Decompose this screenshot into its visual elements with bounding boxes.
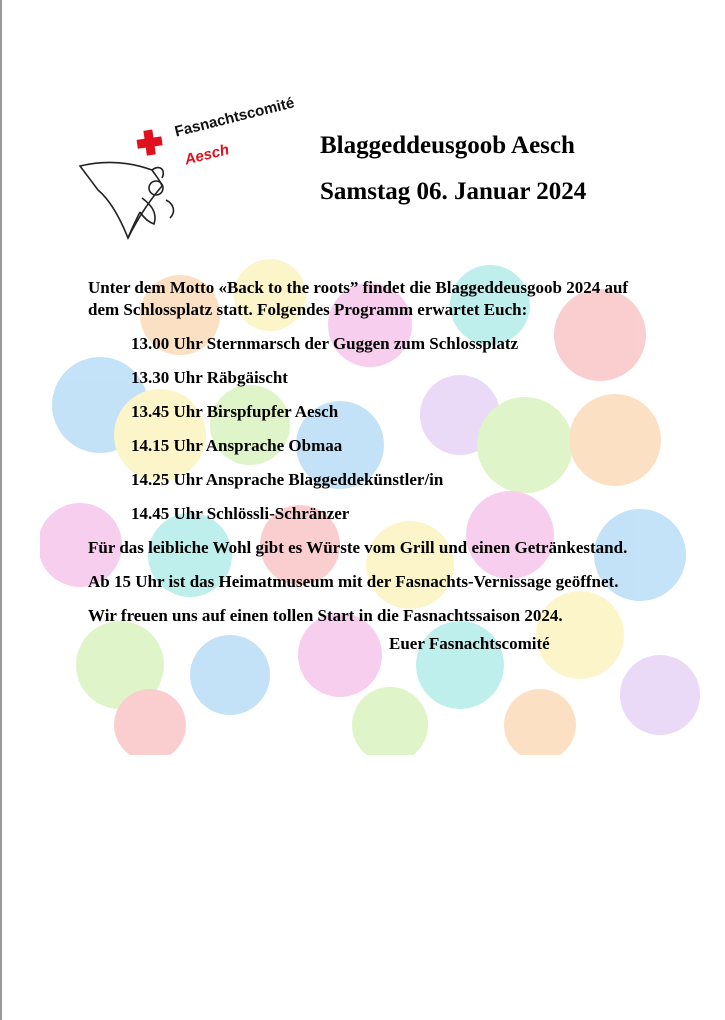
schedule-item: 13.30 Uhr Räbgäischt [131,368,288,387]
page-edge [0,0,2,1020]
catering-paragraph: Für das leibliche Wohl gibt es Würste vom Grill und einen Getränkestand. [88,538,628,557]
signoff: Euer Fasnachtscomité [389,634,550,653]
schedule-item: 13.00 Uhr Sternmarsch der Guggen zum Schlossplatz [131,334,519,353]
closing-paragraph: Wir freuen uns auf einen tollen Start in die Fasnachtssaison 2024. [88,606,563,625]
schedule-item: 14.45 Uhr Schlössli-Schränzer [131,504,350,523]
logo-text-fasnachtscomite: Fasnachtscomité [173,94,297,141]
event-title: Blaggeddeusgoob Aesch [320,132,575,159]
fasnachtscomite-logo [70,94,297,245]
logo-text-aesch: Aesch [183,141,231,169]
schedule-item: 14.15 Uhr Ansprache Obmaa [131,436,343,455]
program-schedule [88,333,648,537]
flyer-content [88,277,648,655]
intro-paragraph: Unter dem Motto «Back to the roots” findet die Blaggeddeusgoob 2024 auf dem Schlossplatz statt. Folgendes Programm erwartet Euch: [88,278,629,319]
event-date: Samstag 06. Januar 2024 [320,178,587,205]
schedule-item: 13.45 Uhr Birspfupfer Aesch [131,402,339,421]
museum-paragraph: Ab 15 Uhr ist das Heimatmuseum mit der Fasnachts-Vernissage geöffnet. [88,572,619,591]
schedule-item: 14.25 Uhr Ansprache Blaggeddekünstler/in [131,470,444,489]
